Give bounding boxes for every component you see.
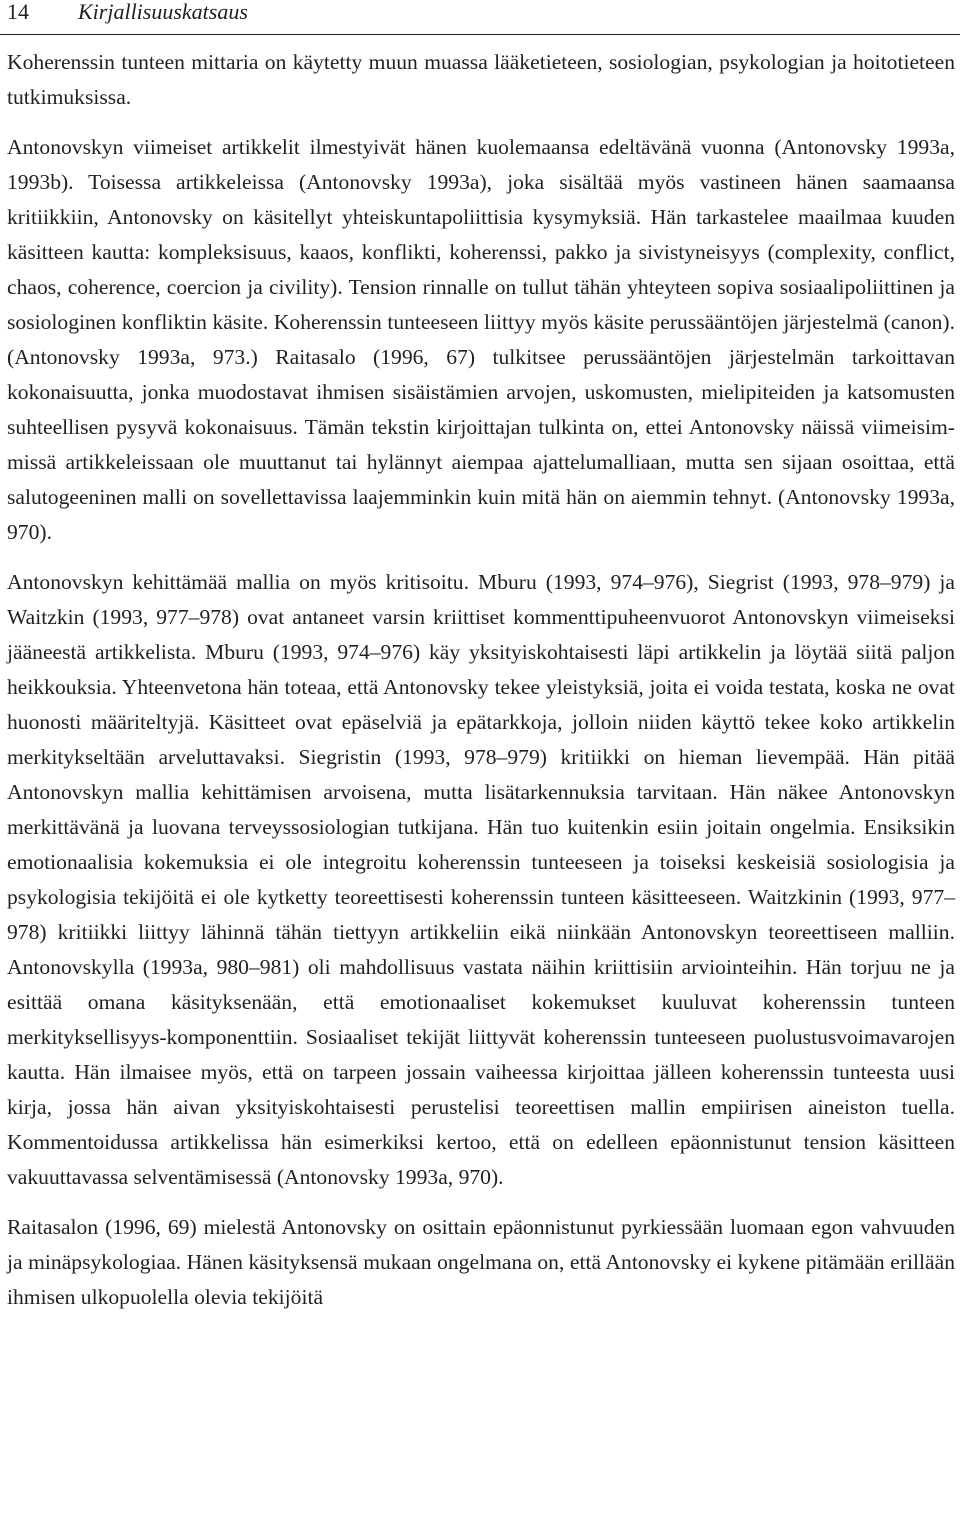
page-number: 14: [7, 0, 29, 24]
page-header: [0, 0, 960, 35]
paragraph: Antonovskyn kehittämää mallia on myös kritisoitu. Mburu (1993, 974–976), Siegrist (1993, 978–979) ja Waitzkin (1993, 977–978) ovat antaneet varsin kriittiset kommenttipuheenvuorot Antonovskyn viimeiseksi jääneestä artikkelista. Mburu (1993, 974–976) käy yksityiskohtaisesti läpi artikkelin ja löytää siitä paljon heikkouksia. Yhteenvetona hän toteaa, että Antonovsky tekee yleistyksiä, joita ei voida testata, koska ne ovat huonosti määriteltyjä. Käsitteet ovat epäselviä ja epätarkkoja, jolloin niiden käyttö tekee koko artikkelin merkitykseltään arveluttavaksi. Siegristin (1993, 978–979) kritiikki on hieman lievempää. Hän pitää Antonovskyn mallia kehittämisen arvoisena, mutta lisätarkennuksia tarvitaan. Hän näkee Antonovskyn merkittävänä ja luovana terveyssosiologian tutkijana. Hän tuo kuitenkin esiin joitain ongelmia. Ensiksikin emotionaalisia kokemuksia ei ole integroitu koherenssin tunteeseen ja toiseksi keskeisiä sosiologisia ja psykologisia tekijöitä ei ole kytketty teoreettisesti koherenssin tunteen käsitteeseen. Waitzkinin (1993, 977–978) kritiikki liittyy lähinnä tähän tiettyyn artikkeliin eikä niinkään Antonovskyn teoreettiseen malliin. Antonovskylla (1993a, 980–981) oli mahdollisuus vastata näihin kriittisiin arviointeihin. Hän torjuu ne ja esittää omana käsityksenään, että emotionaaliset kokemukset kuuluvat koherenssin tunteen merkityksellisyys-komponenttiin. Sosiaaliset tekijät liittyvät koherenssin tunteeseen puolustusvoimavarojen kautta. Hän ilmaisee myös, että on tarpeen jossain vaiheessa kirjoittaa jälleen koherenssin tunteesta uusi kirja, jossa hän aivan yksityiskohtaisesti perustelisi teoreettisen mallin empiirisen aineiston tuella. Kommentoidussa artikkelissa hän esimerkiksi kertoo, että on edelleen epäonnistunut tension käsitteen vakuuttavassa selventämisessä (Antonovsky 1993a, 970).: [7, 570, 955, 1189]
paragraph: Raitasalon (1996, 69) mielestä Antonovsky on osittain epäonnistunut pyrkiessään luomaan egon vahvuuden ja minäpsykologiaa. Hänen käsityksensä mukaan ongelmana on, että Antonovsky ei kykene pitämään erillään ihmisen ulkopuolella olevia tekijöitä: [7, 1215, 955, 1309]
running-title: Kirjallisuuskatsaus: [78, 0, 248, 24]
paragraph: Antonovskyn viimeiset artikkelit ilmestyivät hänen kuolemaansa edeltävänä vuonna (Antonovsky 1993a, 1993b). Toisessa artikkeleissa (Antonovsky 1993a), joka sisältää myös vastineen hänen saamaansa kritiikkiin, Antonovsky on käsitellyt yhteiskuntapoliittisia kysymyksiä. Hän tarkastelee maailmaa kuuden käsitteen kautta: kompleksisuus, kaaos, konflikti, koherenssi, pakko ja sivistyneisyys (complexity, conflict, chaos, coherence, coercion ja civility). Tension rinnalle on tullut tähän yhteyteen sopiva sosiaalipoliittinen ja sosiologinen konfliktin käsite. Koherenssin tunteeseen liittyy myös käsite perussääntöjen järjestelmä (canon). (Antonovsky 1993a, 973.) Raitasalo (1996, 67) tulkitsee perussääntöjen järjestelmän tarkoittavan kokonaisuutta, jonka muodostavat ihmisen sisäistämien arvojen, uskomusten, mielipiteiden ja katsomusten suhteellisen pysyvä kokonaisuus. Tämän tekstin kirjoittajan tulkinta on, ettei Antonovsky näissä viimeisimmissä artikkeleissaan ole muuttanut tai hylännyt aiempaa ajattelumalliaan, mutta sen sijaan osoittaa, että salutogeeninen malli on sovellettavissa laajemminkin kuin mitä hän on aiemmin tehnyt. (Antonovsky 1993a, 970).: [7, 135, 955, 544]
body-text: [7, 45, 955, 1315]
paragraph: Koherenssin tunteen mittaria on käytetty muun muassa lääketieteen, sosiologian, psykologian ja hoitotieteen tutkimuksissa.: [7, 50, 955, 109]
